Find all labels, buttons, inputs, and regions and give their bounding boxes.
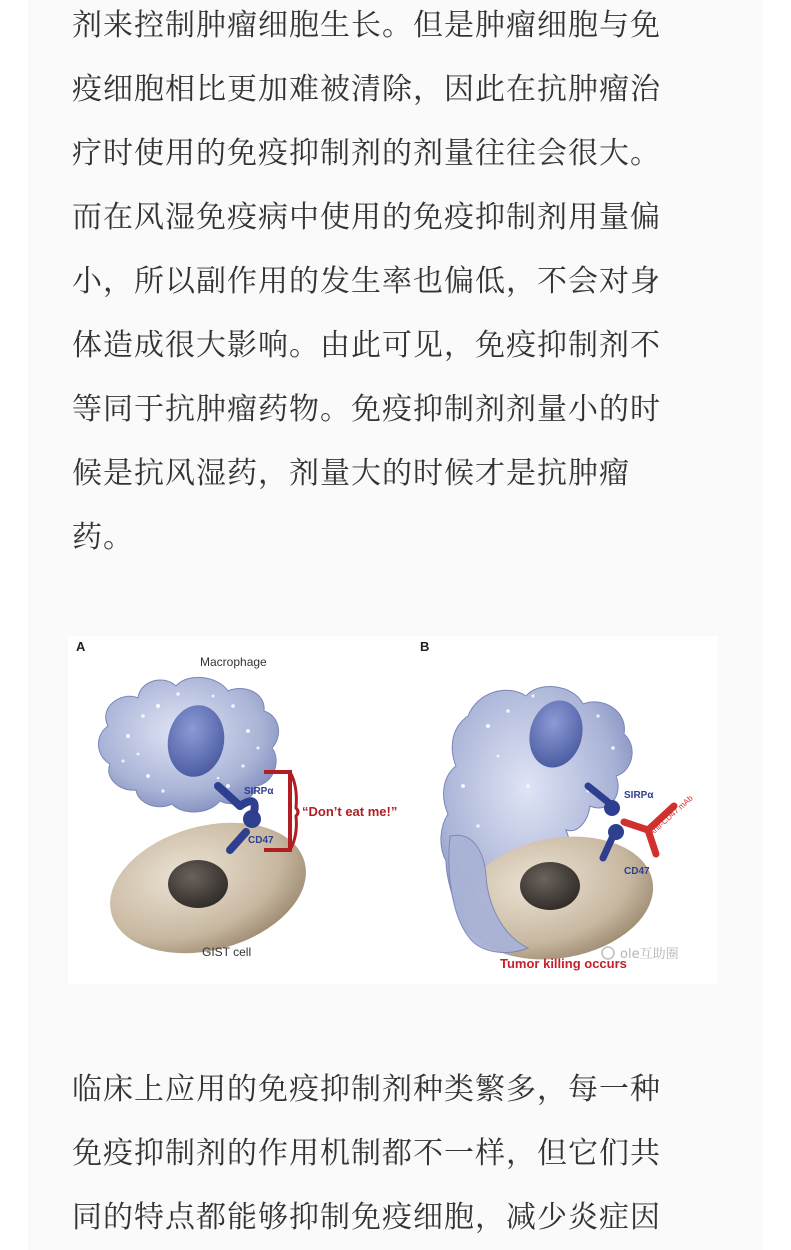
sirpa-label-a: SIRPα [244,786,274,797]
receptor-head-cd47-b [608,824,624,840]
gist-nucleus-b [520,862,580,910]
paragraph-line: 临床上应用的免疫抑制剂种类繁多，每一种 [72,1072,661,1107]
paragraph-line: 等同于抗肿瘤药物。免疫抑制剂剂量小的时 [72,392,661,427]
paragraph-line: 同的特点都能够抑制免疫细胞，减少炎症因 [72,1200,661,1235]
dont-eat-me-label: “Don’t eat me!” [302,804,398,819]
gist-cell-label: GIST cell [202,945,252,959]
panel-b-label: B [420,639,430,654]
cd47-label-a: CD47 [248,835,274,846]
paragraph-line: 免疫抑制剂的作用机制都不一样，但它们共 [72,1136,661,1171]
paragraph-line: 疗时使用的免疫抑制剂的剂量往往会很大。 [72,136,661,171]
cd47-label-b: CD47 [624,866,650,877]
receptor-head-sirpa-b [604,800,620,816]
paragraph-2 [72,1058,732,1250]
left-margin [0,0,28,1250]
paragraph-1 [72,0,732,570]
right-margin [763,0,791,1250]
watermark-text: ole互助圈 [620,947,679,962]
paragraph-line: 疫细胞相比更加难被清除，因此在抗肿瘤治 [72,72,661,107]
paragraph-line: 体造成很大影响。由此可见，免疫抑制剂不 [72,328,661,363]
gist-nucleus-a [168,860,228,908]
paragraph-line: 而在风湿免疫病中使用的免疫抑制剂用量偏 [72,200,661,235]
tumor-killing-label: Tumor killing occurs [500,956,627,971]
cd47-sirpa-figure [68,636,718,984]
paragraph-line: 剂来控制肿瘤细胞生长。但是肿瘤细胞与免 [72,8,661,43]
macrophage-label: Macrophage [200,655,267,669]
receptor-head-a [243,810,261,828]
paragraph-line: 候是抗风湿药，剂量大的时候才是抗肿瘤 [72,456,630,491]
panel-a-label: A [76,639,86,654]
figure-illustration [68,636,718,984]
paragraph-line: 小，所以副作用的发生率也偏低，不会对身 [72,264,661,299]
sirpa-label-b: SIRPα [624,790,654,801]
anti-cd47-label: Anti-CD47 mAb [647,793,695,838]
paragraph-line: 药。 [72,520,134,555]
